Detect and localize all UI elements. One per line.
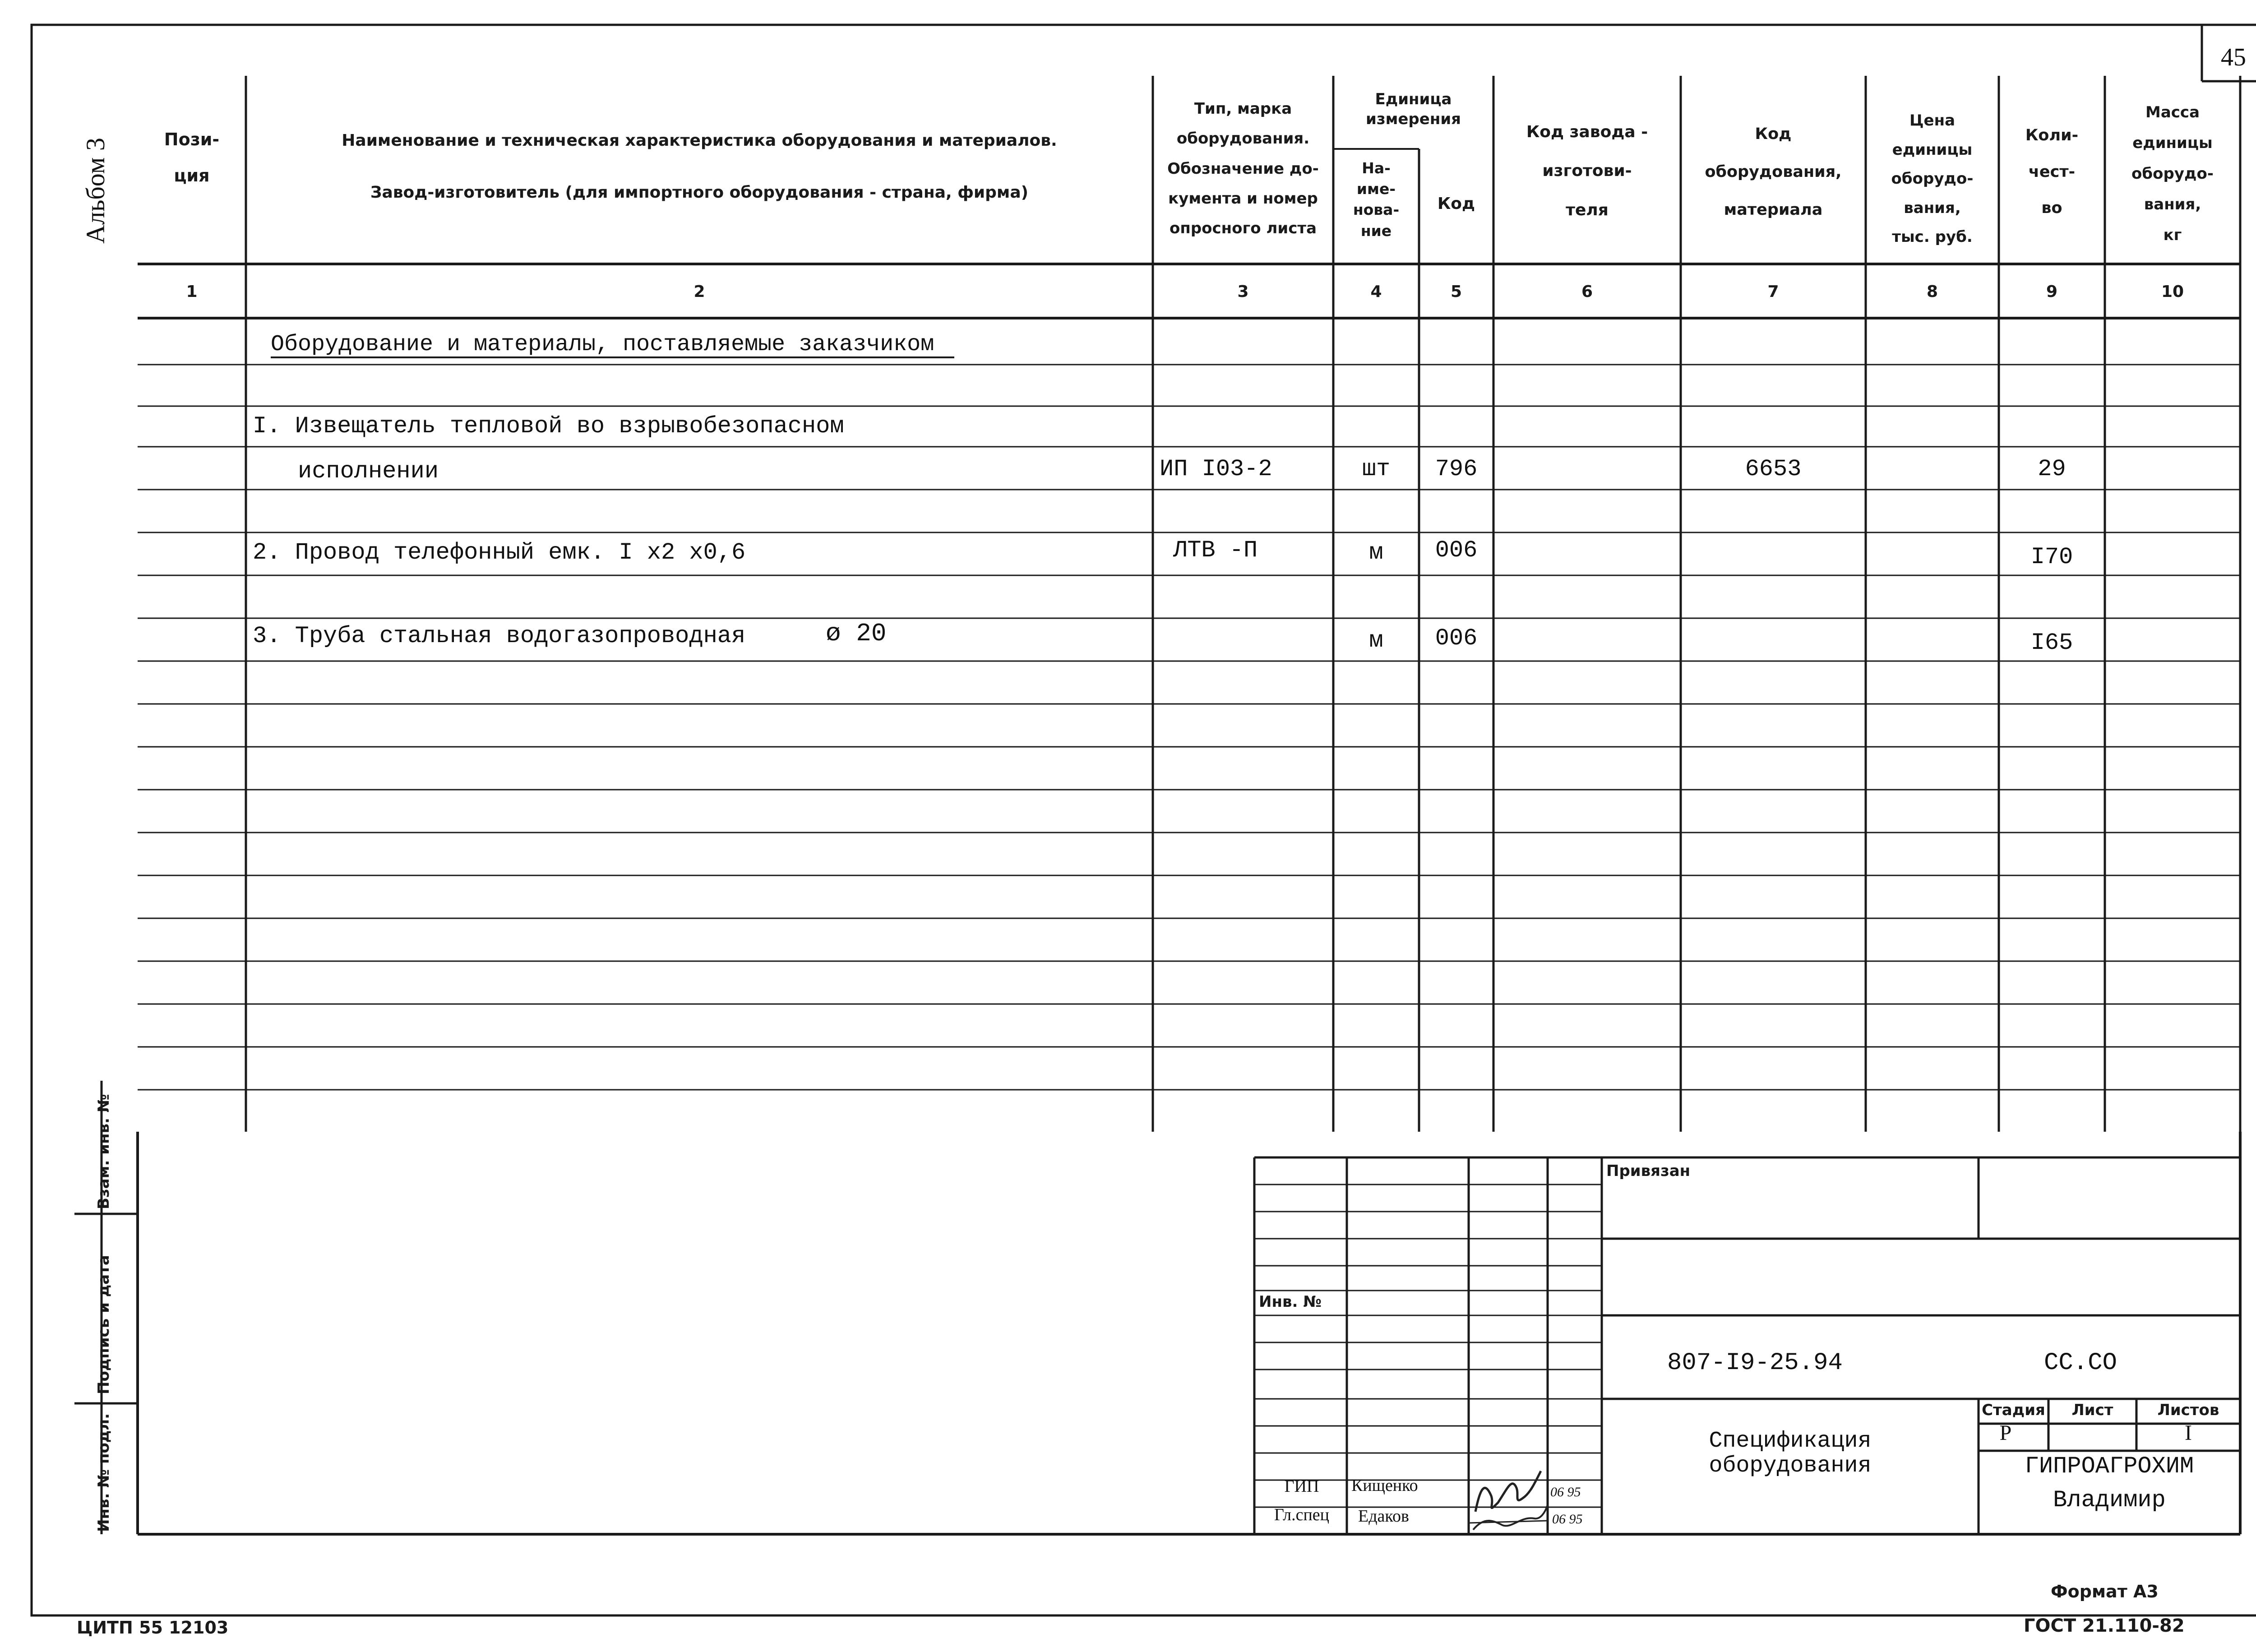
item-2-quantity: I70 xyxy=(2030,544,2073,570)
colnum-6: 6 xyxy=(1581,282,1593,301)
header-col-price: Цена единицы оборудо- вания, тыс. руб. xyxy=(1891,111,1974,246)
stage-value: Р xyxy=(1999,1421,2012,1445)
item-3-name: 3. Труба стальная водогазопроводная xyxy=(253,623,746,649)
privyazan-label: Привязан xyxy=(1606,1162,1691,1180)
doc-suffix: СС.СО xyxy=(2044,1349,2117,1377)
item-2-unit: м xyxy=(1369,539,1383,566)
side-podpis-data: Подпись и дата xyxy=(95,1255,113,1394)
item-1-name-line2: исполнении xyxy=(298,458,439,485)
colnum-10: 10 xyxy=(2161,282,2184,301)
header-col-name-line1: Наименование и техническая характеристика оборудования и материалов. xyxy=(342,131,1057,150)
date-1: 06 95 xyxy=(1550,1485,1581,1499)
citp-label: ЦИТП 55 12103 xyxy=(77,1618,229,1638)
item-3-quantity: I65 xyxy=(2030,629,2073,656)
header-col-position: Пози- ция xyxy=(164,130,220,185)
inv-no-label: Инв. № xyxy=(1259,1293,1322,1311)
colnum-4: 4 xyxy=(1370,282,1382,301)
side-inv-podl: Инв. № подл. xyxy=(95,1413,113,1532)
doc-title-line1: Спецификация xyxy=(1709,1428,1872,1454)
item-3-unit: м xyxy=(1369,627,1383,654)
org-city: Владимир xyxy=(2053,1487,2166,1513)
sheets-value: I xyxy=(2185,1421,2192,1445)
doc-code: 807-I9-25.94 xyxy=(1667,1349,1843,1377)
album-label: Альбом 3 xyxy=(81,138,110,244)
page-number: 45 xyxy=(2221,43,2246,71)
item-2-name: 2. Провод телефонный емк. I x2 x0,6 xyxy=(253,539,746,566)
section-title: Оборудование и материалы, поставляемые заказчиком xyxy=(271,332,934,357)
colnum-5: 5 xyxy=(1450,282,1462,301)
item-2-unit-code: 006 xyxy=(1435,537,1478,564)
header-col-unit-group: Единица измерения xyxy=(1366,90,1461,129)
header-col-equipment-code: Код оборудования, материала xyxy=(1705,125,1842,219)
item-1-quantity: 29 xyxy=(2038,456,2066,482)
person-kishchenko: Кищенко xyxy=(1351,1476,1418,1495)
header-col-quantity: Коли- чест- во xyxy=(2025,126,2079,217)
colnum-9: 9 xyxy=(2046,282,2058,301)
item-1-name-line1: I. Извещатель тепловой во взрывобезопасном xyxy=(253,413,844,440)
header-col-unit-name: На- име- нова- ние xyxy=(1353,159,1400,240)
colnum-7: 7 xyxy=(1767,282,1779,301)
item-3-diameter: ø 20 xyxy=(826,619,887,648)
colnum-1: 1 xyxy=(186,282,198,301)
signature-image xyxy=(1466,1462,1552,1534)
gost-label: ГОСТ 21.110-82 xyxy=(2024,1615,2185,1636)
org-name: ГИПРОАГРОХИМ xyxy=(2025,1453,2194,1480)
item-1-unit-code: 796 xyxy=(1435,456,1478,482)
colnum-3: 3 xyxy=(1237,282,1249,301)
doc-title-line2: оборудования xyxy=(1709,1453,1872,1479)
date-2: 06 95 xyxy=(1552,1512,1583,1527)
stage-label: Стадия xyxy=(1982,1401,2045,1419)
header-col-name-line2: Завод-изготовитель (для импортного оборудования - страна, фирма) xyxy=(370,183,1029,202)
colnum-2: 2 xyxy=(693,282,705,301)
header-col-type: Тип, марка оборудования. Обозначение до- кумента и номер опросного листа xyxy=(1167,100,1319,238)
item-2-type: ЛТВ -П xyxy=(1173,537,1258,564)
sheet-label: Лист xyxy=(2071,1401,2113,1419)
item-1-type: ИП I03-2 xyxy=(1160,456,1272,482)
role-gl-spec: Гл.спец xyxy=(1274,1505,1329,1524)
item-3-unit-code: 006 xyxy=(1435,625,1478,652)
format-label: Формат А3 xyxy=(2051,1582,2159,1601)
header-col-mass: Масса единицы оборудо- вания, кг xyxy=(2131,103,2214,244)
colnum-8: 8 xyxy=(1926,282,1938,301)
item-1-unit: шт xyxy=(1362,456,1391,482)
person-edakov: Едаков xyxy=(1358,1507,1409,1526)
role-gip: ГИП xyxy=(1284,1477,1319,1496)
header-col-factory-code: Код завода - изготови- теля xyxy=(1526,123,1648,219)
header-col-unit-code: Код xyxy=(1437,194,1475,213)
side-vzam-inv: Взам. инв. № xyxy=(95,1094,113,1209)
item-1-equipment-code: 6653 xyxy=(1745,456,1802,482)
sheets-label: Листов xyxy=(2157,1401,2219,1419)
